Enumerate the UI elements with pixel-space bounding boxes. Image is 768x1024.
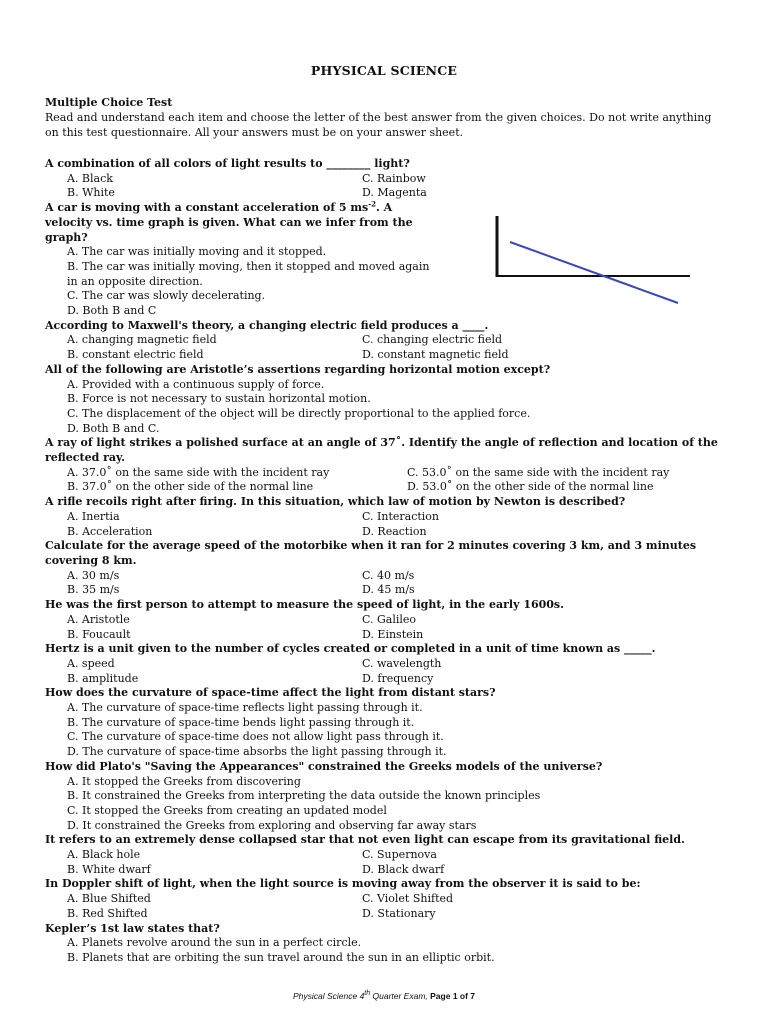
option-d: D. Stationary [362,906,436,920]
option-b: B. 35 m/s [67,583,120,597]
options-row [45,583,725,598]
question-8: He was the first person to attempt to measure the speed of light, in the early 1600s. [45,598,564,612]
question-2 [45,201,440,245]
question-4: All of the following are Aristotle’s assertions regarding horizontal motion except? [45,362,551,376]
option-d: D. The curvature of space-time absorbs the light passing through it. [67,745,447,759]
option-a: A. speed [67,656,115,670]
instructions: Read and understand each item and choose the letter of the best answer from the given choices. Do not write anything on this test questionnaire. All your answers must be on your answer sheet. [45,111,712,139]
option-a: A. Blue Shifted [67,892,151,906]
options-row [45,186,725,201]
option-d: D. Reaction [362,524,427,538]
option-d: D. Black dwarf [362,862,445,876]
option-d: D. Einstein [362,627,424,641]
option-c: C. wavelength [362,656,442,670]
options-row [45,333,725,348]
question-9: Hertz is a unit given to the number of cycles created or completed in a unit of time known as _____. [45,642,656,656]
option-d: D. constant magnetic field [362,348,509,362]
option-d: D. Magenta [362,186,427,200]
footer-superscript: th [364,990,371,998]
option-a: A. The curvature of space-time reflects light passing through it. [67,701,423,715]
question-3: According to Maxwell's theory, a changing electric field produces a ____. [45,318,489,332]
option-d: D. Both B and C. [67,421,160,435]
options-row [45,907,725,922]
footer-text: Physical Science 4 [292,991,365,1001]
option-b: B. amplitude [67,671,139,685]
option-b: B. Red Shifted [67,906,148,920]
option-b: B. It constrained the Greeks from interpreting the data outside the known principles [67,789,541,803]
options-row [45,348,725,363]
option-c: C. The curvature of space-time does not allow light pass through it. [67,730,444,744]
options-row [45,628,725,643]
options-row [45,892,725,907]
option-c: C. changing electric field [362,333,503,347]
option-d: D. 53.0˚ on the other side of the normal line [407,480,654,494]
option-a: A. Inertia [67,509,120,523]
options-row [45,480,725,495]
question-2-text: A car is moving with a constant acceleration of 5 ms [45,201,369,215]
option-b: B. White [67,186,115,200]
options-row [45,466,725,481]
graph-velocity-line [510,242,678,303]
option-d: D. Both B and C [67,304,157,318]
option-b: B. The curvature of space-time bends light passing through it. [67,715,415,729]
option-b: B. Force is not necessary to sustain horizontal motion. [67,392,371,406]
option-c: C. Violet Shifted [362,892,454,906]
option-b: B. White dwarf [67,862,151,876]
option-c: C. Rainbow [362,171,426,185]
options-row [45,657,725,672]
option-a: A. Provided with a continuous supply of force. [67,377,325,391]
option-a: A. Black hole [67,848,141,862]
option-d: D. frequency [362,671,434,685]
options-row [45,672,725,687]
footer-text-mid: Quarter Exam, [370,991,431,1001]
question-10: How does the curvature of space-time affect the light from distant stars? [45,686,496,700]
option-c: C. It stopped the Greeks from creating an updated model [67,803,387,817]
options-row [45,613,725,628]
option-a: A. Black [67,171,113,185]
page-footer [0,991,768,1001]
test-subtitle: Multiple Choice Test [45,96,173,109]
option-c: C. The car was slowly decelerating. [67,289,266,303]
option-a: A. Aristotle [67,612,130,626]
question-5: A ray of light strikes a polished surface at an angle of 37˚. Identify the angle of reflection and location of the reflected ray. [45,436,718,465]
page-number: Page 1 of 7 [430,991,476,1001]
velocity-time-graph [492,214,696,306]
page-title: PHYSICAL SCIENCE [310,63,458,78]
option-d: D. 45 m/s [362,583,415,597]
option-c: C. 40 m/s [362,568,415,582]
question-12: It refers to an extremely dense collapsed star that not even light can escape from its gravitational field. [45,833,685,847]
option-d: D. It constrained the Greeks from exploring and observing far away stars [67,818,477,832]
option-a: A. changing magnetic field [67,333,217,347]
option-a: A. The car was initially moving and it stopped. [67,245,327,259]
question-7: Calculate for the average speed of the motorbike when it ran for 2 minutes covering 3 km, and 3 minutes covering 8 km. [45,539,697,567]
options-row [45,863,725,878]
question-2-text-end: . A velocity vs. time graph is given. What can we infer from the graph? [45,201,413,244]
options-row [45,525,725,540]
option-a: A. It stopped the Greeks from discovering [67,774,301,788]
option-b: B. 37.0˚ on the other side of the normal line [67,480,314,494]
question-14: Kepler’s 1st law states that? [45,921,220,935]
option-c: C. Galileo [362,612,417,626]
options-row [45,172,725,187]
option-c: C. Interaction [362,509,439,523]
question-6: A rifle recoils right after firing. In this situation, which law of motion by Newton is described? [45,495,626,509]
option-c: C. Supernova [362,848,437,862]
options-row [45,569,725,584]
option-b: B. Foucault [67,627,131,641]
option-c: C. 53.0˚ on the same side with the incident ray [407,465,670,479]
option-a: A. Planets revolve around the sun in a perfect circle. [67,936,362,950]
option-b: B. constant electric field [67,348,204,362]
options-row [45,510,725,525]
options-row [45,848,725,863]
option-a: A. 37.0˚ on the same side with the incident ray [67,465,330,479]
question-13: In Doppler shift of light, when the light source is moving away from the observer it is said to be: [45,877,641,891]
option-c: C. The displacement of the object will be directly proportional to the applied force. [67,406,531,420]
question-1: A combination of all colors of light results to ________ light? [45,157,410,170]
option-b: B. Planets that are orbiting the sun travel around the sun in an elliptic orbit. [67,950,495,964]
option-b: B. Acceleration [67,524,153,538]
option-b: B. The car was initially moving, then it stopped and moved again in an opposite direction. [67,259,430,288]
question-2-exponent: -2 [368,199,376,209]
option-a: A. 30 m/s [67,568,120,582]
question-11: How did Plato's "Saving the Appearances" constrained the Greeks models of the universe? [45,759,603,773]
